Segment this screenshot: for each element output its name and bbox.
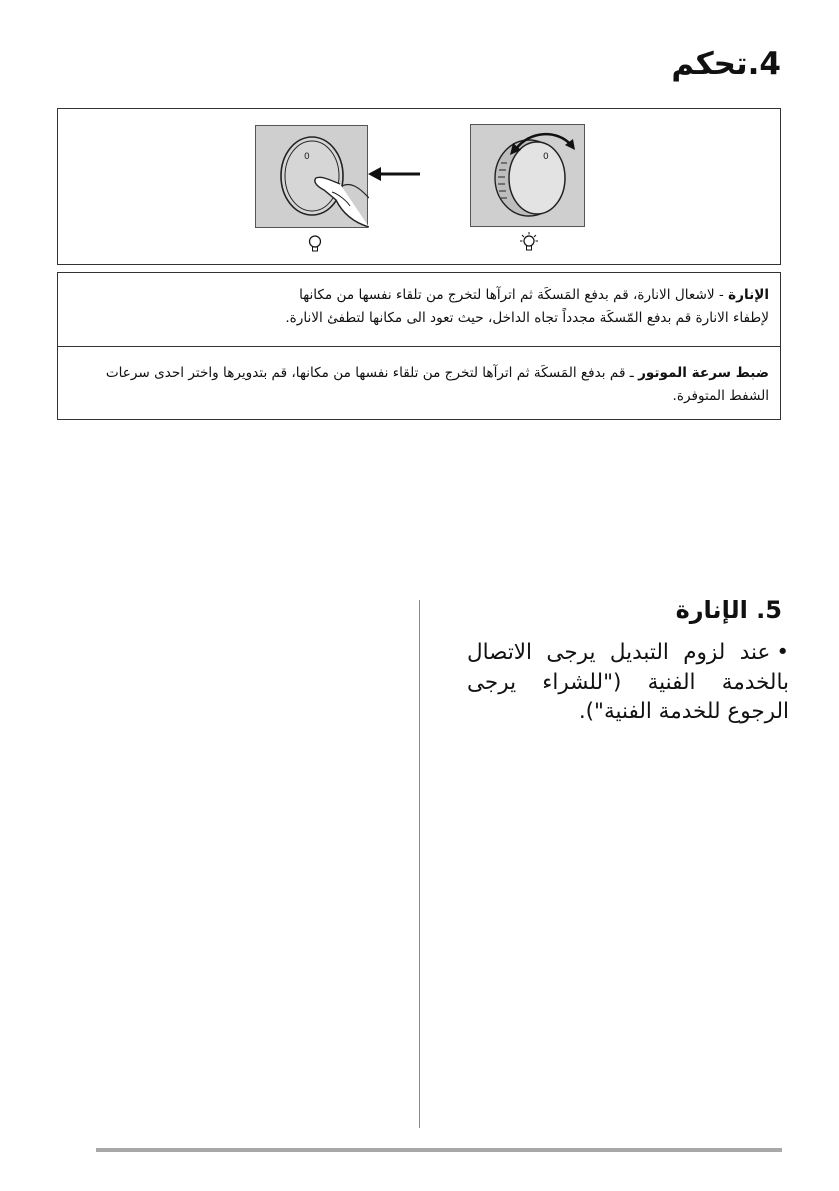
lighting-bullet-text: عند لزوم التبديل يرجى الاتصال بالخدمة الفنية ("للشراء يرجى الرجوع للخدمة الفنية").	[467, 640, 789, 724]
bulb-off-icon	[308, 235, 322, 253]
bullet-dot: •	[776, 640, 789, 665]
controls-description-table	[57, 272, 781, 420]
section-5-title: 5. الإنارة	[675, 596, 782, 624]
motor-speed-text: ـ قم بدفع المَسكَة ثم اترآها لتخرج من تلقاء نفسها من مكانها، قم بتدويرها واختر احدى سرعات الشفط المتوفرة.	[105, 365, 769, 404]
section-4-title: 4.تحكم	[671, 46, 781, 82]
footer-rule	[96, 1148, 782, 1152]
lighting-label: الإنارة	[728, 287, 769, 303]
push-arrow-icon	[368, 167, 420, 181]
controls-figure	[57, 108, 781, 265]
column-divider	[419, 600, 420, 1128]
rotary-knob-illustration	[471, 125, 586, 228]
rotary-knob-panel	[470, 124, 585, 227]
motor-speed-label: ضبط سرعة الموتور	[638, 365, 769, 381]
lighting-row	[68, 284, 769, 330]
push-knob-illustration	[256, 126, 369, 229]
lighting-bullet	[467, 638, 789, 727]
knob-mark: 0	[304, 152, 310, 162]
table-divider	[58, 346, 780, 347]
lighting-text-line-2: لإطفاء الانارة قم بدفع المّسكَة مجدداً تجاه الداخل، حيث تعود الى مكانها لتطفئ الانارة.	[285, 310, 769, 326]
knob-mark: 0	[543, 152, 549, 162]
push-knob-panel	[255, 125, 368, 228]
bulb-on-icon	[517, 232, 541, 254]
motor-speed-row	[68, 362, 769, 408]
lighting-text-line-1: - لاشعال الانارة، قم بدفع المَسكَة ثم اترآها لتخرج من تلقاء نفسها من مكانها	[299, 287, 729, 303]
